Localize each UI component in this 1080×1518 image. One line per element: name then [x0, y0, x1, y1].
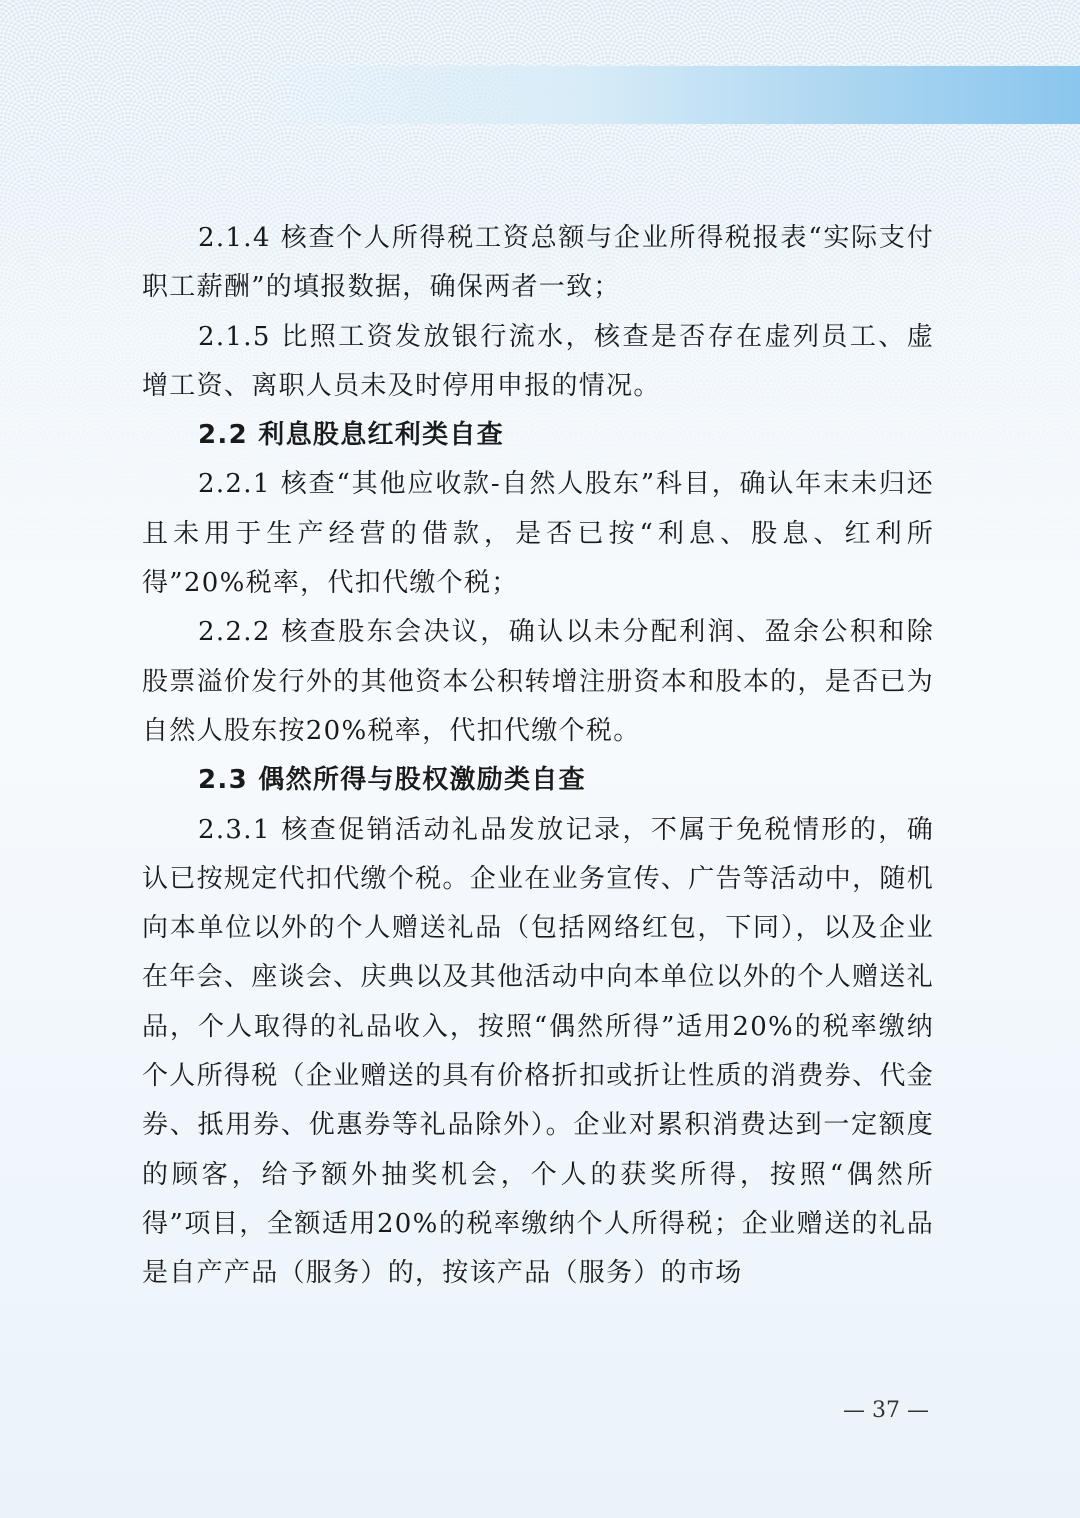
- page-content: [142, 214, 934, 1299]
- paragraph-2-2-1: 2.2.1 核查“其他应收款-自然人股东”科目，确认年末未归还且未用于生产经营的借款，是否已按“利息、股息、红利所得”20%税率，代扣代缴个税；: [142, 469, 934, 599]
- paragraph-2-1-5: 2.1.5 比照工资发放银行流水，核查是否存在虚列员工、虚增工资、离职人员未及时停用申报的情况。: [142, 321, 934, 401]
- section-heading-2-2: 2.2 利息股息红利类自查: [198, 420, 505, 451]
- paragraph-2-2-2: 2.2.2 核查股东会决议，确认以未分配利润、盈余公积和除股票溢价发行外的其他资本公积转增注册资本和股本的，是否已为自然人股东按20%税率，代扣代缴个税。: [142, 617, 934, 746]
- header-band: [252, 66, 1080, 124]
- page-number: — 37 —: [843, 1398, 929, 1423]
- paragraph-2-1-4: 2.1.4 核查个人所得税工资总额与企业所得税报表“实际支付职工薪酬”的填报数据，确保两者一致；: [142, 223, 934, 303]
- paragraph-2-3-1: 2.3.1 核查促销活动礼品发放记录，不属于免税情形的，确认已按规定代扣代缴个税。企业在业务宣传、广告等活动中，随机向本单位以外的个人赠送礼品（包括网络红包，下同），以及企业在年会、座谈会、庆典以及其他活动中向本单位以外的个人赠送礼品，个人取得的礼品收入，按照“偶然所得”适用20%的税率缴纳个人所得税（企业赠送的具有价格折扣或折让性质的消费券、代金券、抵用券、优惠券等礼品除外）。企业对累积消费达到一定额度的顾客，给予额外抽奖机会，个人的获奖所得，按照“偶然所得”项目，全额适用20%的税率缴纳个人所得税；企业赠送的礼品是自产产品（服务）的，按该产品（服务）的市场: [142, 814, 934, 1289]
- section-heading-2-3: 2.3 偶然所得与股权激励类自查: [198, 765, 586, 796]
